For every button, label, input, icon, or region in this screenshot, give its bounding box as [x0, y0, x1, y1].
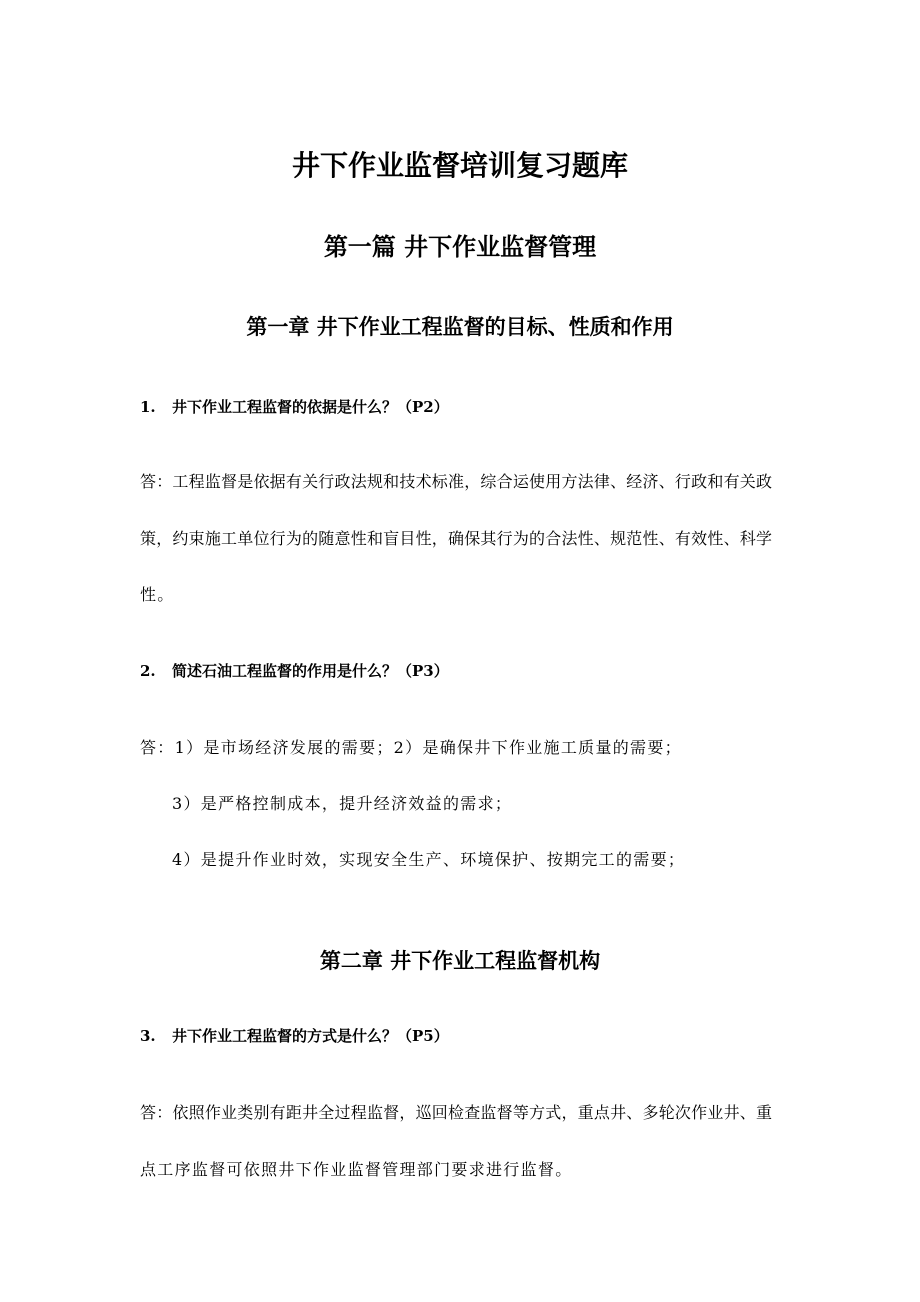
question-text: 井下作业工程监督的方式是什么？（P5） — [172, 1027, 449, 1045]
question-number: 1. — [140, 398, 156, 416]
answer-line: 答：依照作业类别有距井全过程监督，巡回检查监督等方式，重点井、多轮次作业井、重 — [140, 1103, 772, 1122]
question-1 — [140, 400, 449, 415]
question-number: 3. — [140, 1027, 156, 1045]
question-text: 简述石油工程监督的作用是什么？（P3） — [172, 662, 449, 680]
answer-line: 答：1）是市场经济发展的需要；2）是确保井下作业施工质量的需要； — [140, 738, 682, 757]
answer-line: 4）是提升作业时效，实现安全生产、环境保护、按期完工的需要； — [172, 850, 686, 869]
answer-line: 点工序监督可依照井下作业监督管理部门要求进行监督。 — [140, 1160, 573, 1179]
answer-line: 3）是严格控制成本，提升经济效益的需求； — [172, 794, 513, 813]
question-text: 井下作业工程监督的依据是什么？（P2） — [172, 398, 449, 416]
answer-line: 策，约束施工单位行为的随意性和盲目性，确保其行为的合法性、规范性、有效性、科学 — [140, 529, 772, 548]
answer-line: 性。 — [140, 585, 175, 604]
part-title: 第一篇 井下作业监督管理 — [323, 233, 597, 261]
question-2 — [140, 664, 449, 679]
chapter-title: 第二章 井下作业工程监督机构 — [319, 949, 601, 973]
chapter-title: 第一章 井下作业工程监督的目标、性质和作用 — [246, 315, 674, 339]
document-title: 井下作业监督培训复习题库 — [291, 149, 628, 182]
answer-line: 答：工程监督是依据有关行政法规和技术标准，综合运使用方法律、经济、行政和有关政 — [140, 472, 772, 491]
question-3 — [140, 1029, 449, 1044]
question-number: 2. — [140, 662, 156, 680]
